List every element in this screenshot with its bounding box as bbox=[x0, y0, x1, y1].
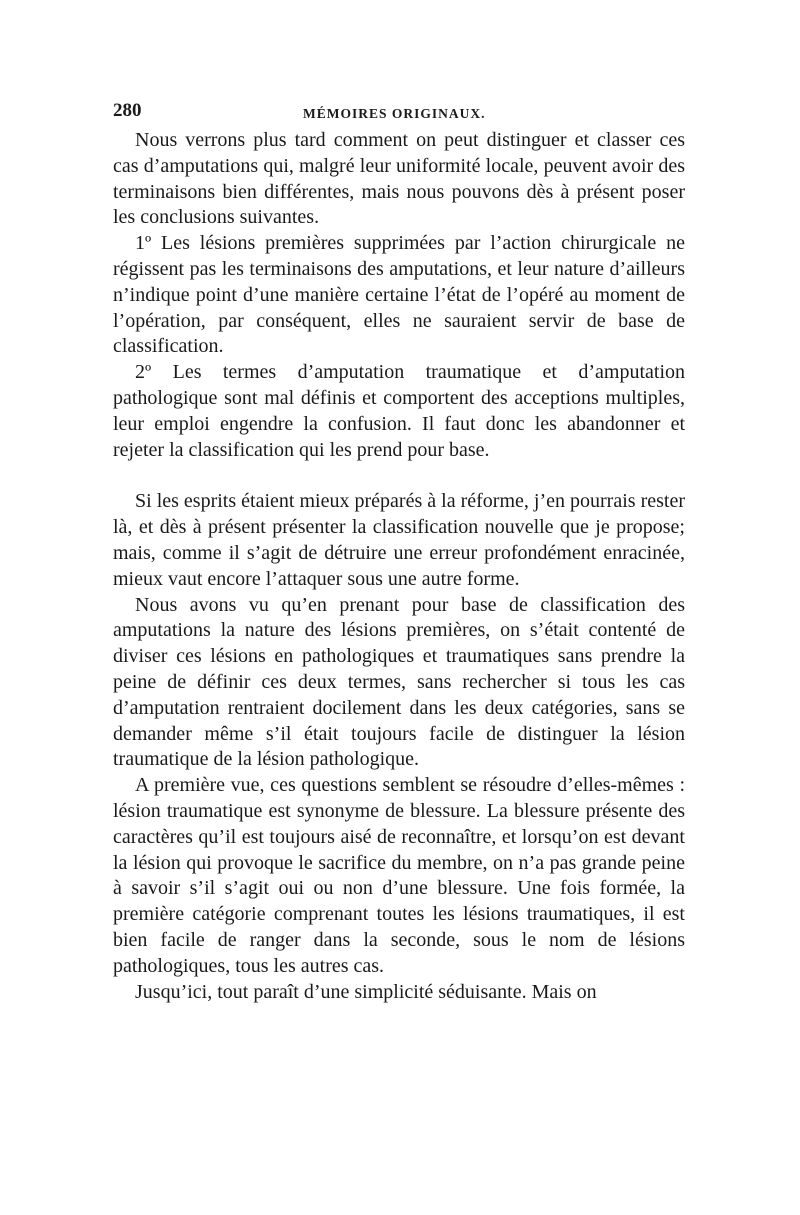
page-header bbox=[113, 98, 685, 128]
paragraph: 1º Les lésions premières supprimées par l’action chirurgicale ne régissent pas les terminaisons des amputations, et leur nature d’ailleurs n’indique point d’une manière certaine l’état de l’opéré au moment de l’opération, par conséquent, elles ne sauraient servir de base de classification. bbox=[113, 232, 685, 358]
running-title: MÉMOIRES ORIGINAUX. bbox=[303, 106, 486, 121]
page-number: 280 bbox=[113, 100, 142, 121]
paragraph: Nous avons vu qu’en prenant pour base de classification des amputations la nature des lésions premières, on s’était contenté de diviser ces lésions en pathologiques et traumatiques sans prendre la peine de définir ces deux termes, sans rechercher si tous les cas d’amputation rentraient docilement dans les deux catégories, sans se demander même s’il était toujours facile de distinguer la lésion traumatique de la lésion pathologique. bbox=[113, 593, 685, 771]
paragraph: Si les esprits étaient mieux préparés à la réforme, j’en pourrais rester là, et dès à présent présenter la classification nouvelle que je propose; mais, comme il s’agit de détruire une erreur profondément enracinée, mieux vaut encore l’attaquer sous une autre forme. bbox=[113, 490, 685, 590]
paragraph: A première vue, ces questions semblent se résoudre d’elles-mêmes : lésion traumatique est synonyme de blessure. La blessure présente des caractères qu’il est toujours aisé de reconnaître, et lorsqu’on est devant la lésion qui provoque le sacrifice du membre, on n’a pas grande peine à savoir s’il s’agit oui ou non d’une blessure. Une fois formée, la première catégorie comprenant toutes les lésions traumatiques, il est bien facile de ranger dans la seconde, sous le nom de lésions pathologiques, tous les autres cas. bbox=[113, 774, 685, 977]
book-page bbox=[113, 98, 685, 1005]
paragraph: 2º Les termes d’amputation traumatique et d’amputation pathologique sont mal définis et comportent des acceptions multiples, leur emploi engendre la confusion. Il faut donc les abandonner et rejeter la classification qui les prend pour base. bbox=[113, 361, 685, 461]
section-gap bbox=[113, 463, 685, 489]
paragraph: Jusqu’ici, tout paraît d’une simplicité séduisante. Mais on bbox=[135, 980, 597, 1003]
paragraph: Nous verrons plus tard comment on peut distinguer et classer ces cas d’amputations qui, malgré leur uniformité locale, peuvent avoir des terminaisons bien différentes, mais nous pouvons dès à présent poser les conclusions suivantes. bbox=[113, 129, 685, 229]
